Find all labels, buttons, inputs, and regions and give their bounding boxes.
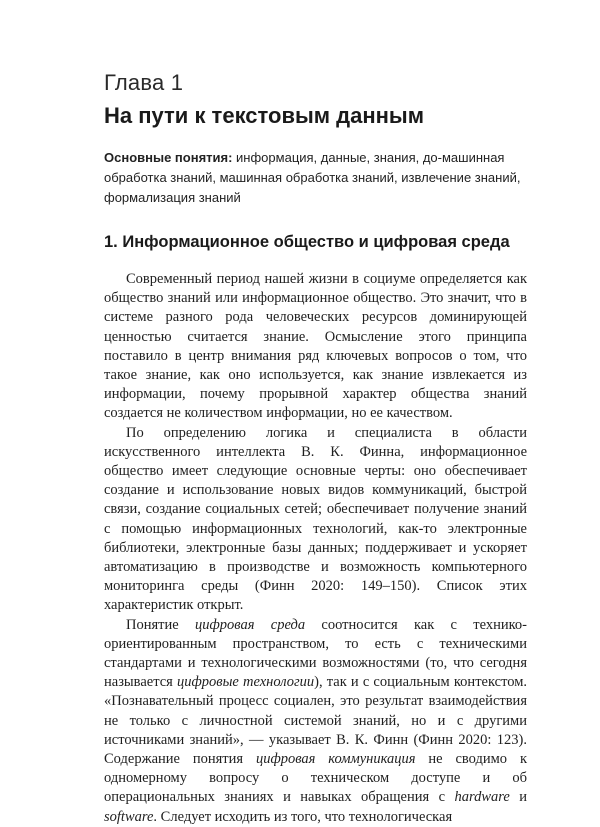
chapter-label: Глава 1 xyxy=(104,70,184,95)
term-digital-communication: цифровая коммуникация xyxy=(255,751,416,768)
term-software: software xyxy=(104,808,154,825)
p3-text-3: ), так и с социальным контекстом. «Познавательный процесс социален, это результат взаимодействия не только с личностной системой знаний, но и с другими источниками знаний», — указывает В. К. Финн (Финн 2020: 123). Содержание понятия xyxy=(104,674,528,768)
keywords-heading: Основные понятия: xyxy=(104,150,233,165)
chapter-title: На пути к текстовым данным xyxy=(104,103,424,128)
keywords-text: информация, данные, знания, до-машинная обработка знаний, машинная обработка знаний, извлечение знаний, формализация знаний xyxy=(104,150,521,205)
p3-text-1: Понятие xyxy=(126,616,195,633)
term-digital-technologies: цифровые технологии xyxy=(176,674,315,691)
p3-text-5: и xyxy=(509,789,528,806)
paragraph-3 xyxy=(104,616,527,827)
term-hardware: hardware xyxy=(454,789,510,806)
term-digital-environment: цифровая среда xyxy=(194,616,306,633)
keywords-block xyxy=(104,148,524,208)
section-title: 1. Информационное общество и цифровая среда xyxy=(104,233,510,251)
paragraph-1: Современный период нашей жизни в социуме определяется как общество знаний или информационное общество. Это значит, что в системе разного рода человеческих ресурсов доминирующей ценностью считается знание. Осмысление этого принципа поставило в центр внимания ряд ключевых вопросов о том, что такое знание, как оно используется, как знание извлекается из информации, почему прорывной характер общества знаний создается не количеством информации, но ее качеством. xyxy=(104,271,527,422)
p3-text-4: не сводимо к одномерному вопросу о техническом доступе и об операциональных знаниях и навыках обращения с xyxy=(104,751,527,806)
p3-text-6: . Следует исходить из того, что технологическая xyxy=(153,808,453,825)
paragraph-2: По определению логика и специалиста в области искусственного интеллекта В. К. Финна, информационное общество имеет следующие основные черты: оно обеспечивает создание и использование новых видов коммуникаций, быстрой связи, создание социальных сетей; обеспечивает получение знаний с помощью информационных технологий, как-то электронные библиотеки, электронные базы данных; поддерживает и ускоряет автоматизацию в производстве и возможность компьютерного мониторинга среды (Финн 2020: 149–150). Список этих характеристик открыт. xyxy=(104,424,527,614)
p3-text-2: соотносится как с технико-ориентированным пространством, то есть с техническими стандартами и технологическими возможностями (то, что сегодня называется xyxy=(104,616,528,691)
body-text xyxy=(104,270,527,827)
